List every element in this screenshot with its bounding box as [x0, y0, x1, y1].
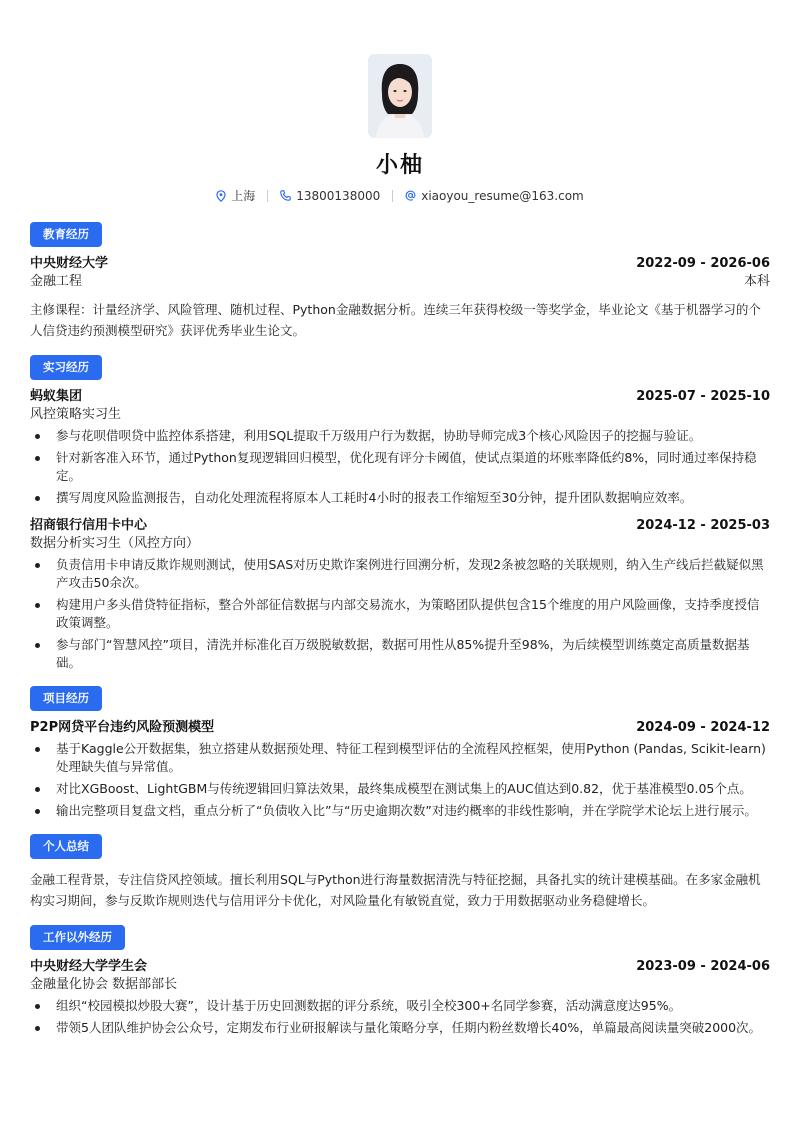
entry-date: 2024-12 - 2025-03 — [636, 518, 770, 533]
entry-date: 2022-09 - 2026-06 — [636, 256, 770, 271]
bullet-list — [30, 427, 770, 507]
role: 数据分析实习生（风控方向） — [30, 536, 200, 551]
entry-header — [30, 719, 770, 737]
list-item: 撰写周度风险监测报告，自动化处理流程将原本人工耗时4小时的报表工作缩短至30分钟，提升团队数据响应效率。 — [30, 489, 770, 507]
entry-header — [30, 517, 770, 535]
section-education — [30, 222, 770, 341]
list-item: 针对新客准入环节，通过Python复现逻辑回归模型，优化现有评分卡阈值，使试点渠道的坏账率降低约8%，同时通过率保持稳定。 — [30, 449, 770, 485]
extra-entry — [30, 958, 770, 1037]
list-item: 组织“校园模拟炒股大赛”，设计基于历史回测数据的评分系统，吸引全校300+名同学参赛，活动满意度达95%。 — [30, 997, 770, 1015]
entry-date: 2025-07 - 2025-10 — [636, 389, 770, 404]
email-text[interactable]: xiaoyou_resume@163.com — [421, 188, 584, 203]
bullet-list — [30, 556, 770, 672]
role: 金融量化协会 数据部部长 — [30, 977, 178, 992]
internship-entry — [30, 388, 770, 507]
section-extra — [30, 925, 770, 1037]
section-title-projects: 项目经历 — [30, 686, 102, 711]
resume-header — [30, 0, 770, 204]
entry-subheader — [30, 273, 770, 291]
at-sign-icon — [405, 190, 416, 201]
contact-phone — [268, 189, 392, 203]
section-title-summary: 个人总结 — [30, 834, 102, 859]
avatar — [368, 54, 432, 138]
entry-subheader — [30, 406, 770, 424]
project-name: P2P网贷平台违约风险预测模型 — [30, 720, 215, 735]
location-pin-icon — [216, 190, 226, 202]
candidate-name: 小柚 — [375, 153, 424, 178]
internship-entry — [30, 517, 770, 672]
degree: 本科 — [743, 274, 770, 289]
section-title-internship: 实习经历 — [30, 355, 102, 380]
phone-text: 13800138000 — [296, 188, 381, 203]
section-summary — [30, 834, 770, 911]
list-item: 参与部门“智慧风控”项目，清洗并标准化百万级脱敏数据，数据可用性从85%提升至98%，为后续模型训练奠定高质量数据基础。 — [30, 636, 770, 672]
section-projects — [30, 686, 770, 820]
section-title-education: 教育经历 — [30, 222, 102, 247]
school-name: 中央财经大学 — [30, 256, 109, 271]
contact-email[interactable] — [393, 189, 596, 203]
bullet-list — [30, 997, 770, 1037]
entry-header — [30, 958, 770, 976]
contact-bar — [30, 187, 770, 204]
company-name: 招商银行信用卡中心 — [30, 518, 148, 533]
role: 风控策略实习生 — [30, 407, 122, 422]
list-item: 基于Kaggle公开数据集，独立搭建从数据预处理、特征工程到模型评估的全流程风控框架，使用Python (Pandas, Scikit-learn) 处理缺失值与异常值。 — [30, 740, 770, 776]
list-item: 参与花呗借呗贷中监控体系搭建，利用SQL提取千万级用户行为数据，协助导师完成3个核心风险因子的挖掘与验证。 — [30, 427, 770, 445]
company-name: 蚂蚁集团 — [30, 389, 83, 404]
list-item: 输出完整项目复盘文档，重点分析了“负债收入比”与“历史逾期次数”对违约概率的非线性影响，并在学院学术论坛上进行展示。 — [30, 802, 770, 820]
section-internship — [30, 355, 770, 672]
entry-date: 2023-09 - 2024-06 — [636, 959, 770, 974]
entry-subheader — [30, 535, 770, 553]
organization-name: 中央财经大学学生会 — [30, 959, 148, 974]
education-entry — [30, 255, 770, 341]
entry-subheader — [30, 976, 770, 994]
location-text: 上海 — [231, 189, 256, 203]
contact-location — [204, 187, 267, 204]
bullet-list — [30, 740, 770, 820]
list-item: 负责信用卡申请反欺诈规则测试，使用SAS对历史欺诈案例进行回溯分析，发现2条被忽略的关联规则，纳入生产线后拦截疑似黑产攻击50余次。 — [30, 556, 770, 592]
entry-date: 2024-09 - 2024-12 — [636, 720, 770, 735]
project-entry — [30, 719, 770, 820]
phone-icon — [280, 190, 291, 201]
major: 金融工程 — [30, 274, 83, 289]
education-description: 主修课程：计量经济学、风险管理、随机过程、Python金融数据分析。连续三年获得校级一等奖学金，毕业论文《基于机器学习的个人信贷违约预测模型研究》获评优秀毕业生论文。 — [30, 302, 761, 338]
summary-text: 金融工程背景，专注信贷风控领域。擅长利用SQL与Python进行海量数据清洗与特征挖掘，具备扎实的统计建模基础。在多家金融机构实习期间，参与反欺诈规则迭代与信用评分卡优化，对风险量化有敏锐直觉，致力于用数据驱动业务稳健增长。 — [30, 872, 761, 908]
list-item: 对比XGBoost、LightGBM与传统逻辑回归算法效果，最终集成模型在测试集上的AUC值达到0.82，优于基准模型0.05个点。 — [30, 780, 770, 798]
list-item: 带领5人团队维护协会公众号，定期发布行业研报解读与量化策略分享，任期内粉丝数增长40%，单篇最高阅读量突破2000次。 — [30, 1019, 770, 1037]
entry-header — [30, 388, 770, 406]
list-item: 构建用户多头借贷特征指标，整合外部征信数据与内部交易流水，为策略团队提供包含15个维度的用户风险画像，支持季度授信政策调整。 — [30, 596, 770, 632]
entry-header — [30, 255, 770, 273]
section-title-extra: 工作以外经历 — [30, 925, 125, 950]
